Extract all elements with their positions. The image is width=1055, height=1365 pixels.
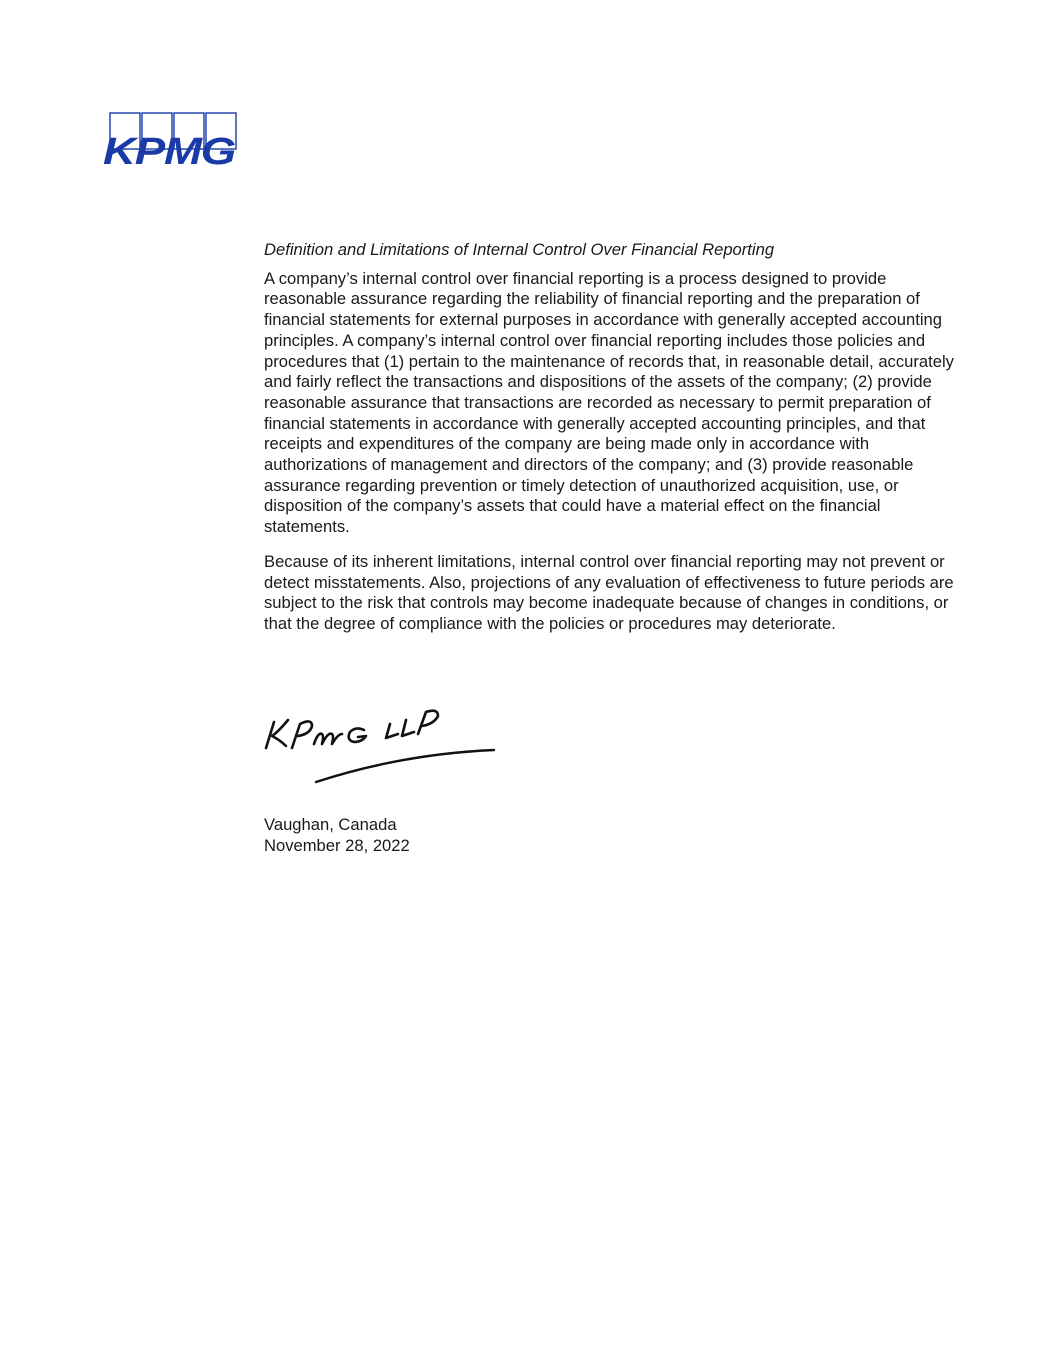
signoff-location: Vaughan, Canada (264, 815, 397, 834)
signoff-block (264, 815, 410, 856)
svg-text:KPMG: KPMG (103, 131, 236, 170)
signoff-date: November 28, 2022 (264, 835, 410, 855)
paragraph-limitations: Because of its inherent limitations, internal control over financial reporting may not prevent or detect misstatements. Also, projections of any evaluation of effectiveness to future periods are subject to the risk that controls may become inadequate because of changes in conditions, or that the degree of compliance with the policies or procedures may deteriorate. (264, 551, 954, 633)
kpmg-logo (102, 110, 242, 170)
internal-control-section (264, 240, 964, 649)
paragraph-definition: A company’s internal control over financial reporting is a process designed to provide reasonable assurance regarding the reliability of financial reporting and the preparation of financial statements for external purposes in accordance with generally accepted accounting principles. A company’s internal control over financial reporting includes those policies and procedures that (1) pertain to the maintenance of records that, in reasonable detail, accurately and fairly reflect the transactions and dispositions of the assets of the company; (2) provide reasonable assurance that transactions are recorded as necessary to permit preparation of financial statements in accordance with generally accepted accounting principles, and that receipts and expenditures of the company are being made only in accordance with authorizations of management and directors of the company; and (3) provide reasonable assurance regarding prevention or timely detection of unauthorized acquisition, use, or disposition of the company’s assets that could have a material effect on the financial statements. (264, 268, 954, 537)
kpmg-signature (262, 704, 502, 788)
section-heading: Definition and Limitations of Internal Control Over Financial Reporting (264, 240, 775, 259)
